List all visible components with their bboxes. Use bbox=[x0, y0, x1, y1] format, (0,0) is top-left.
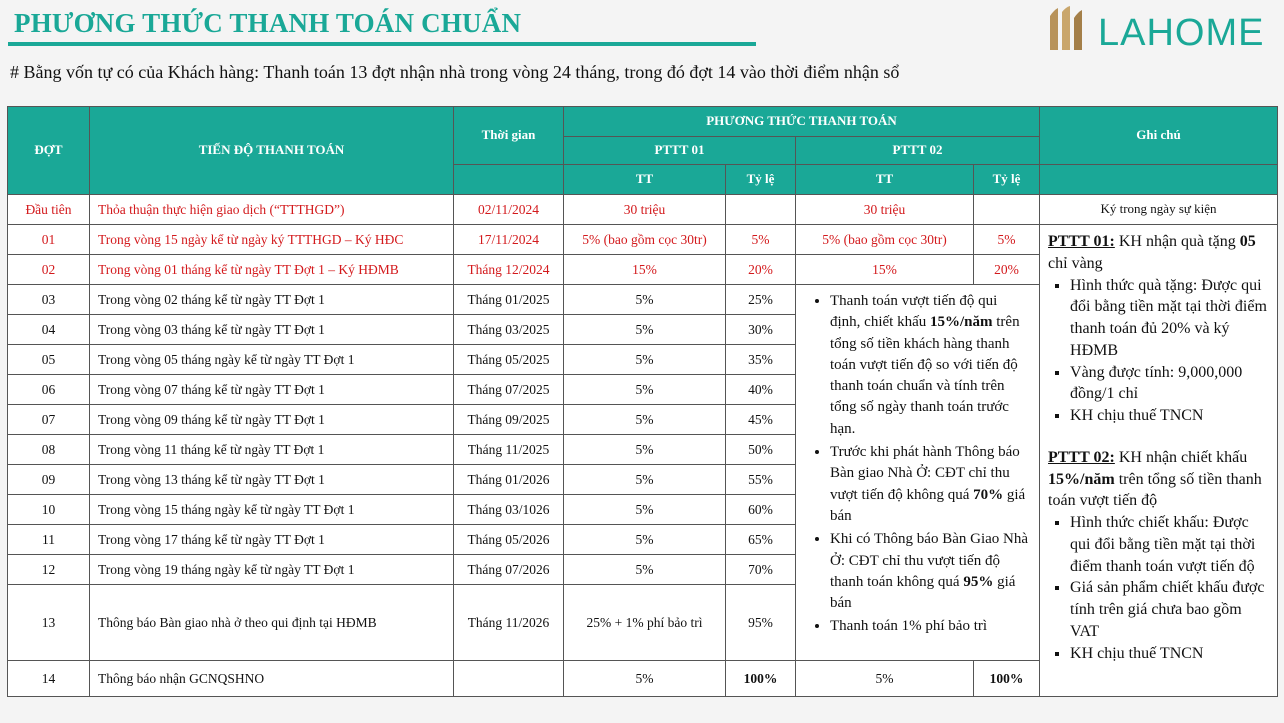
cell-tl1: 60% bbox=[726, 495, 796, 525]
header-dot: ĐỢT bbox=[8, 107, 90, 195]
cell-tl1 bbox=[726, 195, 796, 225]
cell-tien-do: Trong vòng 02 tháng kể từ ngày TT Đợt 1 bbox=[90, 285, 454, 315]
cell-tt1: 5% bbox=[564, 315, 726, 345]
cell-tt2: 5% (bao gồm cọc 30tr) bbox=[796, 225, 974, 255]
condition-item bbox=[830, 291, 1031, 440]
condition-value: 15%/năm bbox=[929, 314, 993, 331]
cell-tt2: 5% bbox=[796, 661, 974, 697]
cell-tien-do: Trong vòng 01 tháng kể từ ngày TT Đợt 1 – Ký HĐMB bbox=[90, 255, 454, 285]
condition-item bbox=[830, 442, 1031, 527]
cell-thoi-gian: Tháng 01/2025 bbox=[454, 285, 564, 315]
cell-tl2 bbox=[974, 195, 1040, 225]
cell-tl1: 35% bbox=[726, 345, 796, 375]
cell-tien-do: Trong vòng 11 tháng kể từ ngày TT Đợt 1 bbox=[90, 435, 454, 465]
condition-value: 95% bbox=[963, 573, 994, 590]
cell-thoi-gian: Tháng 01/2026 bbox=[454, 465, 564, 495]
cell-thoi-gian: 17/11/2024 bbox=[454, 225, 564, 255]
cell-thoi-gian: Tháng 11/2025 bbox=[454, 435, 564, 465]
cell-thoi-gian: Tháng 12/2024 bbox=[454, 255, 564, 285]
cell-tien-do: Thông báo Bàn giao nhà ở theo qui định tại HĐMB bbox=[90, 585, 454, 661]
header-ghi-chu: Ghi chú bbox=[1040, 107, 1278, 165]
cell-thoi-gian bbox=[454, 661, 564, 697]
cell-dot: 12 bbox=[8, 555, 90, 585]
cell-dot: 10 bbox=[8, 495, 90, 525]
lahome-logo-icon bbox=[1044, 6, 1090, 52]
page-title: PHƯƠNG THỨC THANH TOÁN CHUẨN bbox=[14, 8, 522, 38]
cell-tt1: 5% bbox=[564, 661, 726, 697]
cell-tt1: 5% bbox=[564, 285, 726, 315]
cell-tt1: 5% bbox=[564, 435, 726, 465]
cell-tl1: 100% bbox=[726, 661, 796, 697]
cell-tl1: 55% bbox=[726, 465, 796, 495]
cell-tt1: 5% bbox=[564, 525, 726, 555]
cell-thoi-gian: Tháng 03/2025 bbox=[454, 315, 564, 345]
cell-tl1: 20% bbox=[726, 255, 796, 285]
cell-tt1: 30 triệu bbox=[564, 195, 726, 225]
condition-text: trên tổng số tiền khách hàng thanh toán vượt tiến độ so với tiến độ thanh toán chuẩn và tính trên tổng số ngày thanh toán trước hạn. bbox=[830, 314, 1020, 437]
cell-tt1: 5% (bao gồm cọc 30tr) bbox=[564, 225, 726, 255]
cell-tien-do: Trong vòng 15 ngày kể từ ngày ký TTTHGD – Ký HĐC bbox=[90, 225, 454, 255]
pttt02-title: PTTT 02: bbox=[1048, 448, 1115, 466]
cell-tien-do: Trong vòng 07 tháng kể từ ngày TT Đợt 1 bbox=[90, 375, 454, 405]
cell-tt1: 25% + 1% phí bảo trì bbox=[564, 585, 726, 661]
cell-tien-do: Trong vòng 05 tháng ngày kể từ ngày TT Đợt 1 bbox=[90, 345, 454, 375]
cell-tl2: 20% bbox=[974, 255, 1040, 285]
table-row bbox=[8, 195, 1278, 225]
cell-dot: 06 bbox=[8, 375, 90, 405]
table-row bbox=[8, 225, 1278, 255]
header-tyle2: Tỷ lệ bbox=[974, 165, 1040, 195]
cell-tien-do: Thông báo nhận GCNQSHNO bbox=[90, 661, 454, 697]
condition-item: • Thanh toán 1% phí bảo trì bbox=[830, 616, 1031, 637]
cell-thoi-gian: Tháng 11/2026 bbox=[454, 585, 564, 661]
condition-value: 70% bbox=[973, 486, 1004, 503]
payment-table-container bbox=[7, 106, 1277, 703]
cell-dot: 03 bbox=[8, 285, 90, 315]
cell-tt2: 30 triệu bbox=[796, 195, 974, 225]
cell-tt1: 5% bbox=[564, 405, 726, 435]
condition-text: giá bán bbox=[830, 486, 1026, 524]
cell-tien-do: Trong vòng 03 tháng kể từ ngày TT Đợt 1 bbox=[90, 315, 454, 345]
pttt02-text-c: trên tổng số tiền thanh toán vượt tiến độ bbox=[1048, 470, 1262, 510]
logo-text: LAHOME bbox=[1098, 12, 1265, 54]
header-pttt02: PTTT 02 bbox=[796, 137, 1040, 165]
cell-tl1: 25% bbox=[726, 285, 796, 315]
cell-dot: 14 bbox=[8, 661, 90, 697]
cell-tl1: 65% bbox=[726, 525, 796, 555]
cell-tl1: 50% bbox=[726, 435, 796, 465]
cell-thoi-gian: 02/11/2024 bbox=[454, 195, 564, 225]
header-thoi-gian: Thời gian bbox=[454, 107, 564, 165]
cell-tien-do: Trong vòng 13 tháng kể từ ngày TT Đợt 1 bbox=[90, 465, 454, 495]
cell-tl1: 5% bbox=[726, 225, 796, 255]
header-tt2: TT bbox=[796, 165, 974, 195]
cell-thoi-gian: Tháng 05/2025 bbox=[454, 345, 564, 375]
cell-tl1: 45% bbox=[726, 405, 796, 435]
cell-thoi-gian: Tháng 07/2026 bbox=[454, 555, 564, 585]
payment-schedule-table bbox=[7, 106, 1278, 697]
cell-dot: Đầu tiên bbox=[8, 195, 90, 225]
cell-tien-do: Trong vòng 19 tháng ngày kể từ ngày TT Đợt 1 bbox=[90, 555, 454, 585]
pttt01-item: ▪ KH chịu thuế TNCN bbox=[1070, 405, 1271, 427]
cell-ghi-chu: Ký trong ngày sự kiện bbox=[1040, 195, 1278, 225]
cell-tt1: 5% bbox=[564, 345, 726, 375]
pttt01-item: ▪ Hình thức quà tặng: Được qui đổi bằng tiền mặt tại thời điểm thanh toán đủ 20% và ký HĐMB bbox=[1070, 275, 1271, 362]
cell-dot: 09 bbox=[8, 465, 90, 495]
cell-dot: 05 bbox=[8, 345, 90, 375]
cell-thoi-gian: Tháng 03/1026 bbox=[454, 495, 564, 525]
cell-thoi-gian: Tháng 09/2025 bbox=[454, 405, 564, 435]
cell-tien-do: Trong vòng 15 tháng ngày kể từ ngày TT Đợt 1 bbox=[90, 495, 454, 525]
cell-dot: 04 bbox=[8, 315, 90, 345]
pttt01-item: ▪ Vàng được tính: 9,000,000 đồng/1 chỉ bbox=[1070, 362, 1271, 406]
ghi-chu-notes bbox=[1040, 225, 1278, 697]
subtitle: # Bằng vốn tự có của Khách hàng: Thanh toán 13 đợt nhận nhà trong vòng 24 tháng, trong đó đợt 14 vào thời điểm nhận sổ bbox=[10, 62, 900, 82]
pttt02-conditions bbox=[796, 285, 1040, 661]
cell-tien-do: Trong vòng 09 tháng kể từ ngày TT Đợt 1 bbox=[90, 405, 454, 435]
header-phuong-thuc: PHƯƠNG THỨC THANH TOÁN bbox=[564, 107, 1040, 137]
pttt02-text-a: KH nhận chiết khấu bbox=[1114, 448, 1248, 466]
header-ghi-chu-blank bbox=[1040, 165, 1278, 195]
cell-dot: 01 bbox=[8, 225, 90, 255]
cell-tt1: 5% bbox=[564, 555, 726, 585]
pttt01-text-c: chỉ vàng bbox=[1048, 254, 1103, 272]
pttt01-text-b: 05 bbox=[1239, 233, 1256, 250]
cell-dot: 02 bbox=[8, 255, 90, 285]
condition-text: Thanh toán vượt tiến độ qui định, chiết khấu bbox=[830, 293, 998, 331]
cell-tt1: 15% bbox=[564, 255, 726, 285]
pttt02-text-b: 15%/năm bbox=[1048, 470, 1115, 488]
cell-tl2: 100% bbox=[974, 661, 1040, 697]
cell-tt1: 5% bbox=[564, 375, 726, 405]
cell-tl1: 40% bbox=[726, 375, 796, 405]
condition-item bbox=[830, 529, 1031, 614]
title-underline bbox=[8, 42, 756, 46]
pttt01-text-a: KH nhận quà tặng bbox=[1114, 233, 1240, 250]
header-tyle1: Tỷ lệ bbox=[726, 165, 796, 195]
pttt02-item: ▪ Giá sản phẩm chiết khấu được tính trên giá chưa bao gồm VAT bbox=[1070, 577, 1271, 642]
cell-tien-do: Thỏa thuận thực hiện giao dịch (“TTTHGD”) bbox=[90, 195, 454, 225]
header-tt1: TT bbox=[564, 165, 726, 195]
cell-tt1: 5% bbox=[564, 495, 726, 525]
lahome-logo bbox=[1040, 6, 1276, 56]
cell-thoi-gian: Tháng 05/2026 bbox=[454, 525, 564, 555]
cell-dot: 08 bbox=[8, 435, 90, 465]
cell-tl2: 5% bbox=[974, 225, 1040, 255]
pttt02-item: ▪ Hình thức chiết khấu: Được qui đổi bằng tiền mặt tại thời điểm thanh toán vượt tiến độ bbox=[1070, 512, 1271, 577]
pttt01-title: PTTT 01: bbox=[1048, 233, 1115, 250]
cell-dot: 13 bbox=[8, 585, 90, 661]
header-pttt01: PTTT 01 bbox=[564, 137, 796, 165]
cell-tl1: 30% bbox=[726, 315, 796, 345]
cell-tt1: 5% bbox=[564, 465, 726, 495]
cell-tl1: 70% bbox=[726, 555, 796, 585]
header-tien-do: TIẾN ĐỘ THANH TOÁN bbox=[90, 107, 454, 195]
cell-tl1: 95% bbox=[726, 585, 796, 661]
condition-text: giá bán bbox=[830, 573, 1016, 612]
cell-tt2: 15% bbox=[796, 255, 974, 285]
cell-tien-do: Trong vòng 17 tháng kể từ ngày TT Đợt 1 bbox=[90, 525, 454, 555]
condition-text: Khi có Thông báo Bàn Giao Nhà Ở: CĐT chỉ thu vượt tiến độ thanh toán không quá bbox=[830, 531, 1029, 590]
header-thoi-gian-blank bbox=[454, 165, 564, 195]
cell-thoi-gian: Tháng 07/2025 bbox=[454, 375, 564, 405]
cell-dot: 07 bbox=[8, 405, 90, 435]
pttt02-item: ▪ KH chịu thuế TNCN bbox=[1070, 643, 1271, 665]
cell-dot: 11 bbox=[8, 525, 90, 555]
condition-text: Trước khi phát hành Thông báo Bàn giao Nhà Ở: CĐT chỉ thu vượt tiến độ không quá bbox=[830, 444, 1020, 503]
